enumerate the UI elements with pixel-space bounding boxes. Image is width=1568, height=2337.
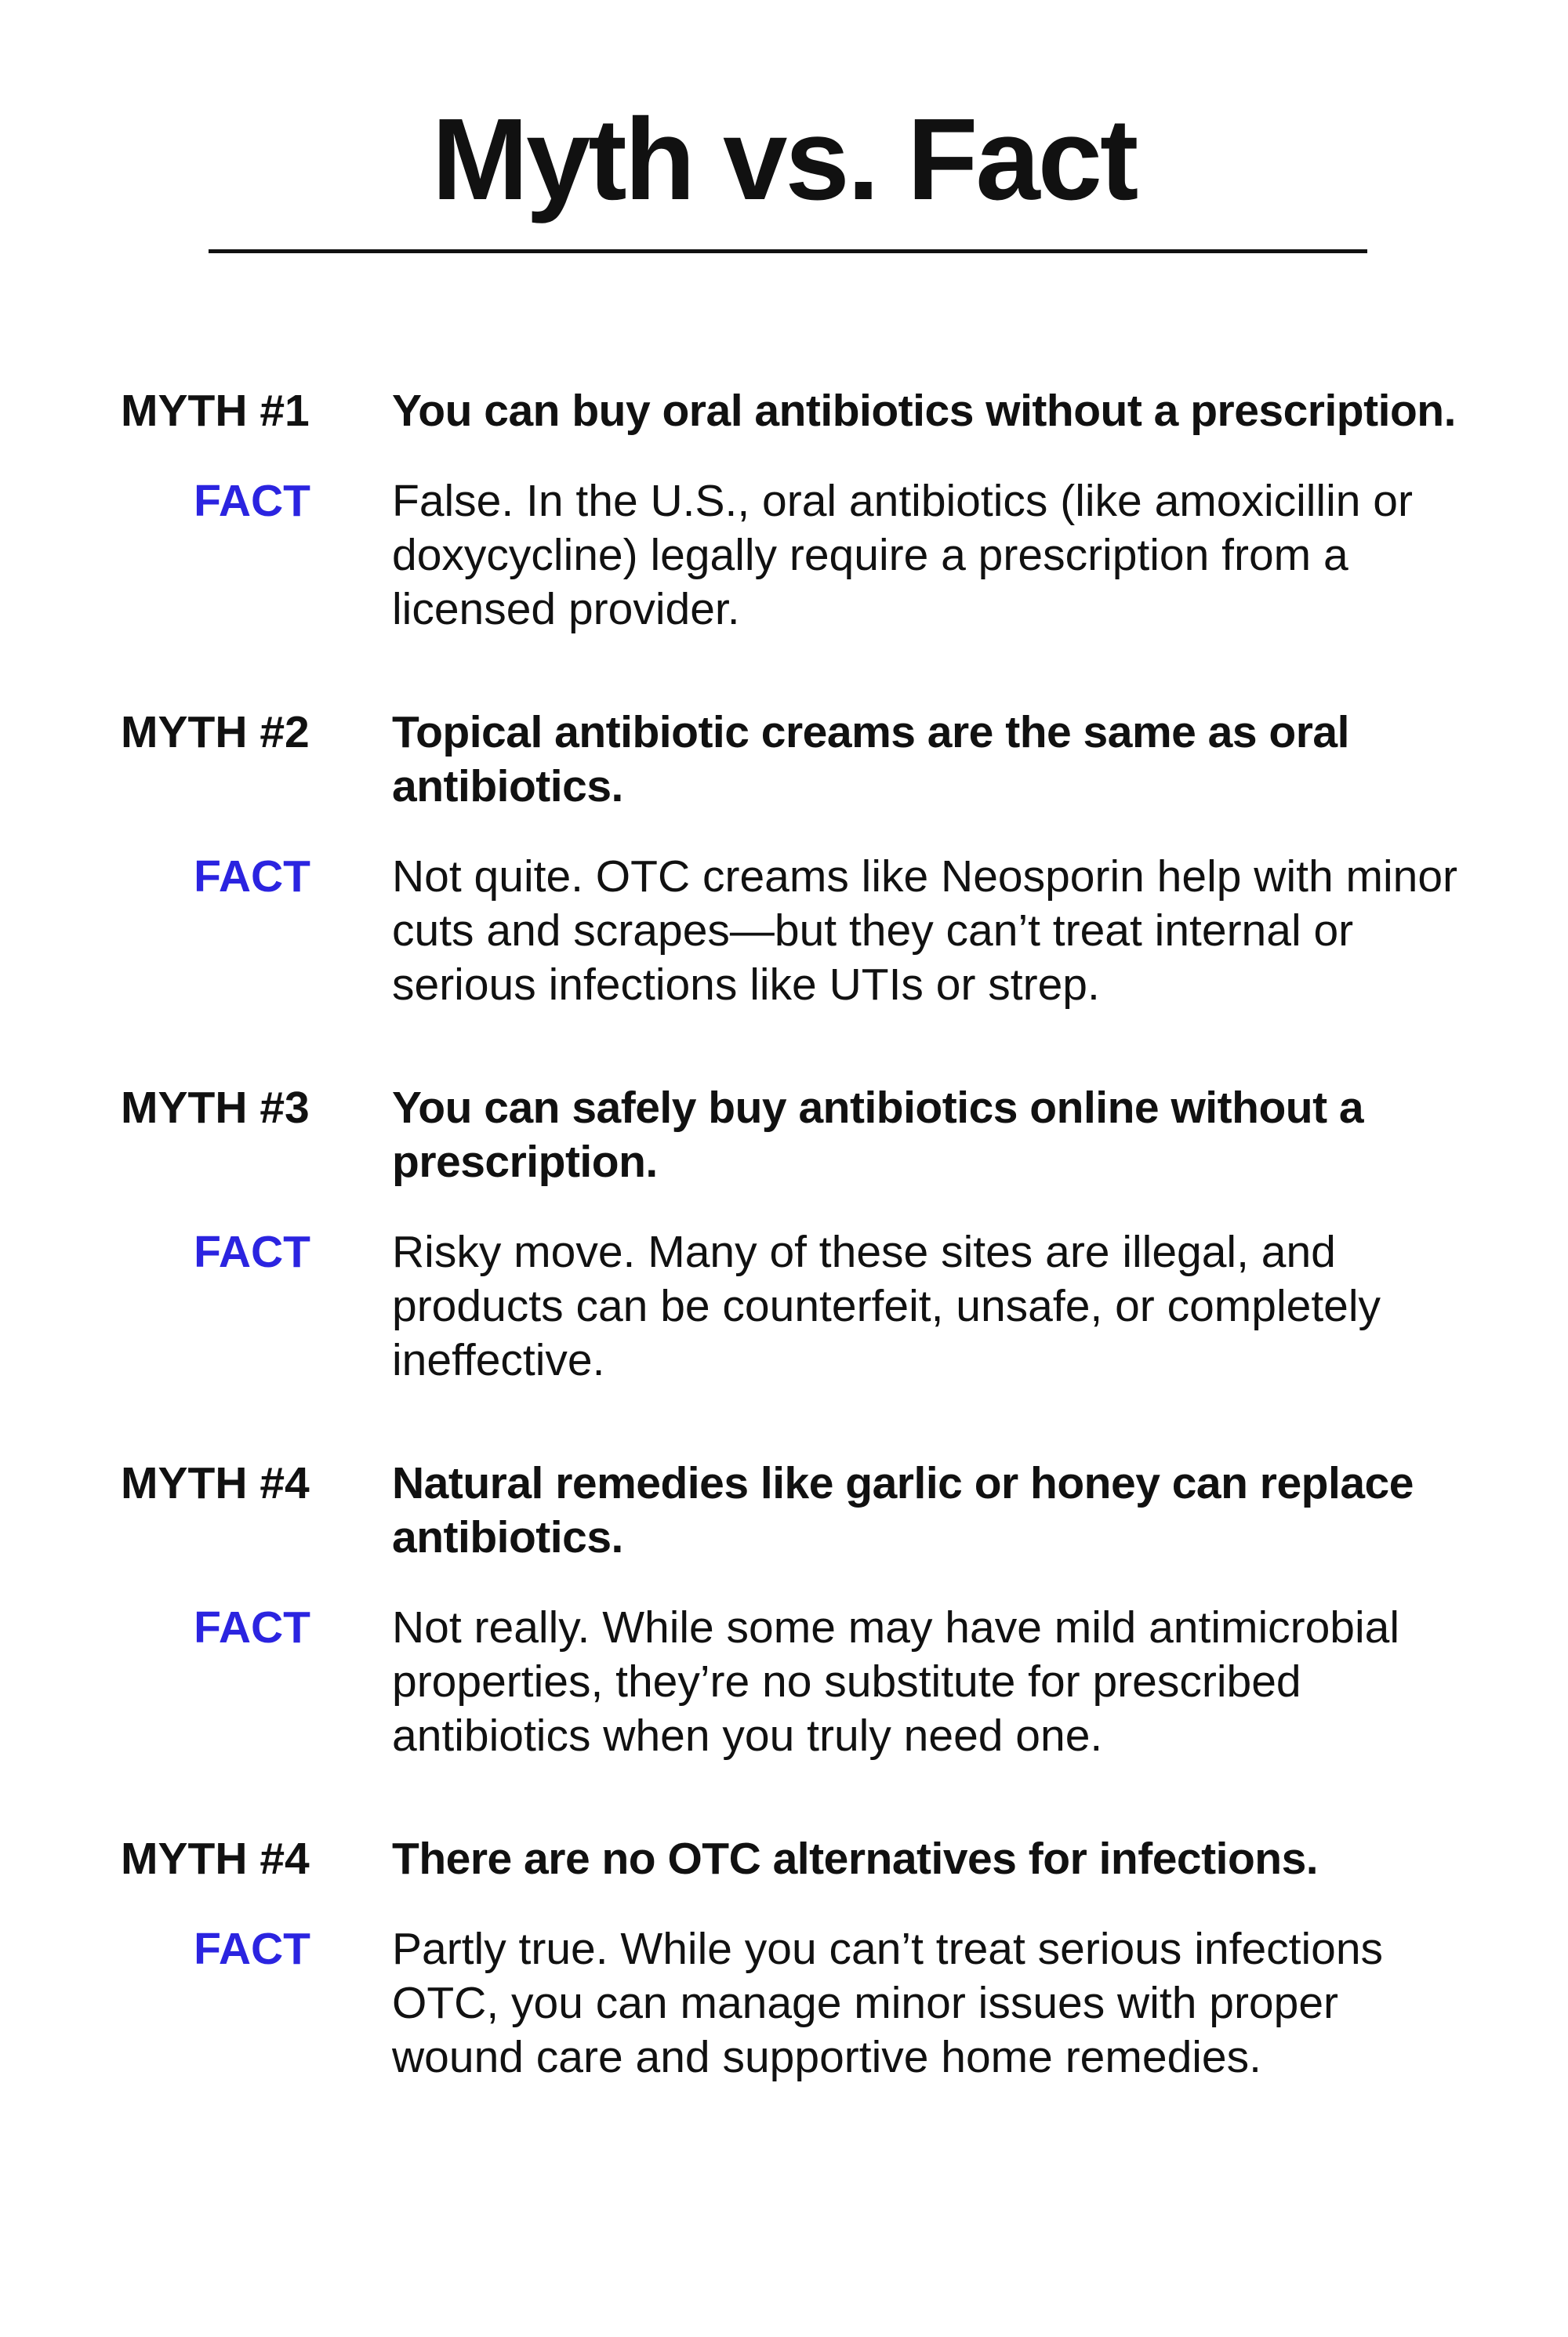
myth-label: MYTH #2 [121, 707, 310, 757]
myth-label: MYTH #4 [121, 1834, 310, 1884]
title-divider [209, 249, 1367, 253]
fact-row [0, 850, 1568, 1012]
myth-statement: Topical antibiotic creams are the same as oral antibiotics. [392, 707, 1349, 811]
myth-row [0, 1081, 1568, 1189]
fact-label: FACT [194, 851, 310, 902]
fact-statement: Not quite. OTC creams like Neosporin help with minor cuts and scrapes—but they can’t treat internal or serious infections like UTIs or strep. [392, 851, 1458, 1010]
myth-statement: You can safely buy antibiotics online without a prescription. [392, 1083, 1364, 1187]
fact-row [0, 1922, 1568, 2085]
fact-row [0, 474, 1568, 637]
fact-row [0, 1601, 1568, 1763]
fact-label: FACT [194, 1924, 310, 1974]
myth-statement: You can buy oral antibiotics without a prescription. [392, 386, 1456, 436]
myth-fact-entry-5 [0, 1832, 1568, 2085]
fact-label: FACT [194, 1227, 310, 1277]
myth-fact-entry-2 [0, 706, 1568, 1012]
myth-row [0, 1457, 1568, 1565]
myth-row [0, 384, 1568, 438]
fact-label: FACT [194, 1602, 310, 1653]
myth-row [0, 706, 1568, 814]
page-title: Myth vs. Fact [431, 95, 1137, 224]
myth-statement: Natural remedies like garlic or honey can replace antibiotics. [392, 1458, 1414, 1562]
fact-statement: Partly true. While you can’t treat serious infections OTC, you can manage minor issues with proper wound care and supportive home remedies. [392, 1924, 1384, 2082]
myth-fact-entry-3 [0, 1081, 1568, 1388]
fact-row [0, 1225, 1568, 1388]
myth-fact-entry-4 [0, 1457, 1568, 1763]
myth-row [0, 1832, 1568, 1886]
fact-statement: Risky move. Many of these sites are illegal, and products can be counterfeit, unsafe, or completely ineffective. [392, 1227, 1381, 1385]
myth-label: MYTH #3 [121, 1083, 310, 1133]
fact-statement: False. In the U.S., oral antibiotics (like amoxicillin or doxycycline) legally require a prescription from a licensed provider. [392, 476, 1413, 634]
myth-fact-list [0, 384, 1568, 2154]
myth-fact-entry-1 [0, 384, 1568, 637]
myth-label: MYTH #4 [121, 1458, 310, 1508]
fact-statement: Not really. While some may have mild antimicrobial properties, they’re no substitute for prescribed antibiotics when you truly need one. [392, 1602, 1400, 1761]
myth-statement: There are no OTC alternatives for infections. [392, 1834, 1319, 1884]
myth-label: MYTH #1 [121, 386, 310, 436]
fact-label: FACT [194, 476, 310, 526]
